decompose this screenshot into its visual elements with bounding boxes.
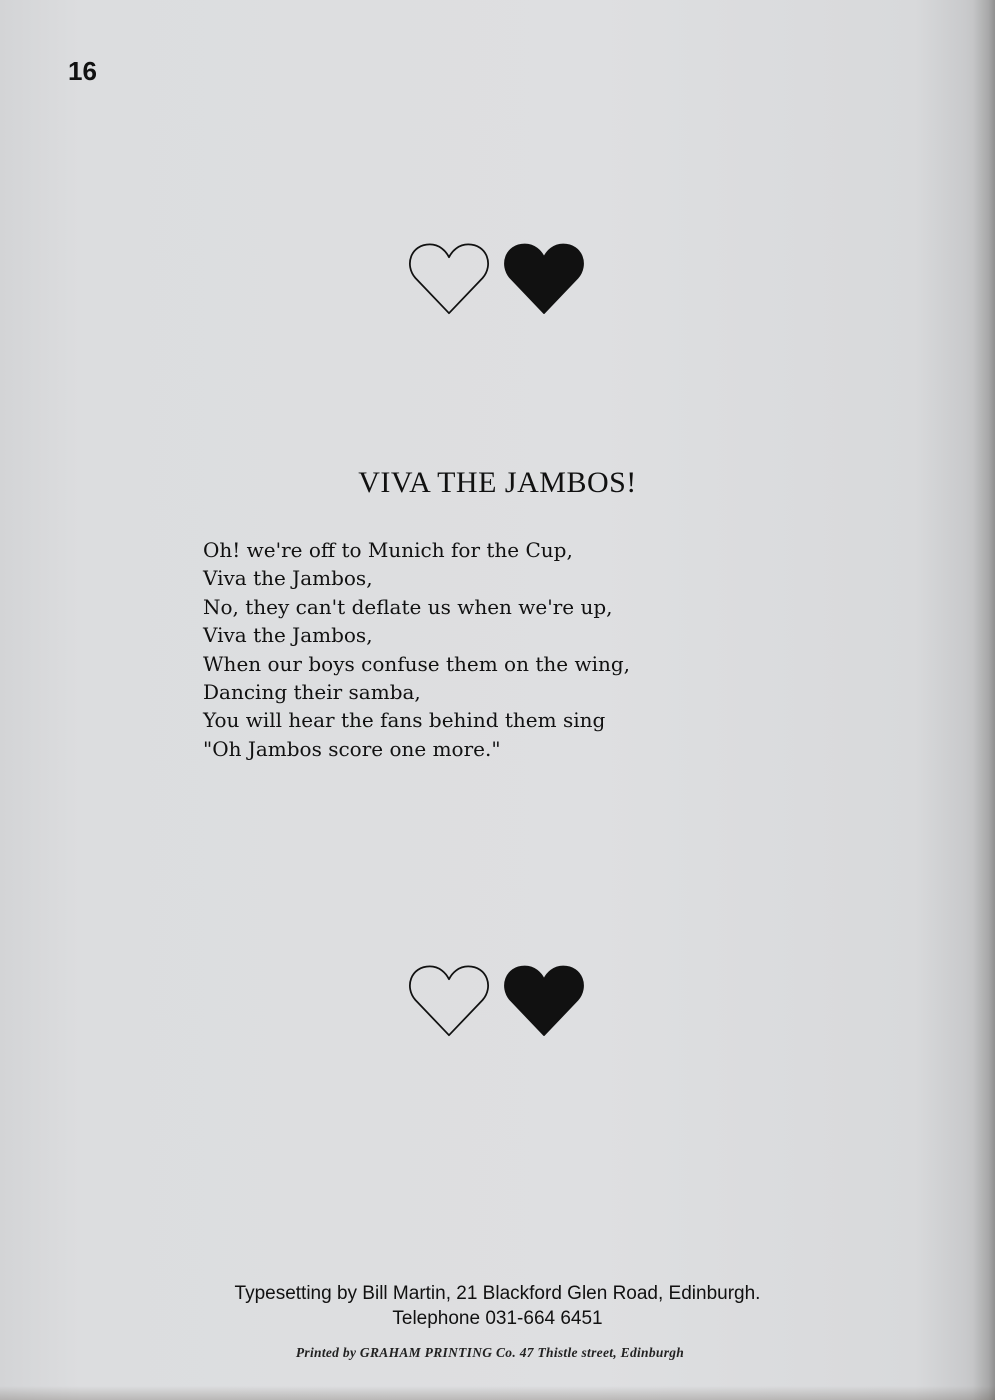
lyric-line: Dancing their samba,	[203, 680, 421, 705]
heart-outline-icon	[408, 960, 490, 1040]
page-number: 16	[68, 56, 97, 86]
typesetting-credit	[0, 1281, 995, 1331]
typesetting-telephone: Telephone 031-664 6451	[392, 1308, 603, 1329]
heart-filled-icon	[503, 238, 585, 318]
lyric-line: When our boys confuse them on the wing,	[203, 651, 631, 676]
typesetting-address: Typesetting by Bill Martin, 21 Blackford Glen Road, Edinburgh.	[234, 1283, 761, 1304]
lyric-line: "Oh Jambos score one more."	[203, 736, 501, 761]
song-title: VIVA THE JAMBOS!	[358, 466, 637, 499]
lyric-line: Oh! we're off to Munich for the Cup,	[203, 538, 573, 562]
lyric-line: Viva the Jambos,	[203, 623, 373, 648]
heart-outline-icon	[408, 238, 490, 318]
hearts-ornament-top	[408, 238, 588, 322]
lyric-line: You will hear the fans behind them sing	[203, 708, 606, 733]
printer-credit: Printed by GRAHAM PRINTING Co. 47 Thistle street, Edinburgh	[295, 1345, 685, 1360]
heart-filled-icon	[503, 960, 585, 1040]
page-edge-shadow	[973, 0, 995, 1400]
page-bottom-edge	[0, 1386, 995, 1400]
song-lyrics	[203, 536, 763, 763]
hearts-ornament-bottom	[408, 960, 588, 1044]
lyric-line: Viva the Jambos,	[203, 566, 373, 591]
lyric-line: No, they can't deflate us when we're up,	[203, 594, 613, 619]
